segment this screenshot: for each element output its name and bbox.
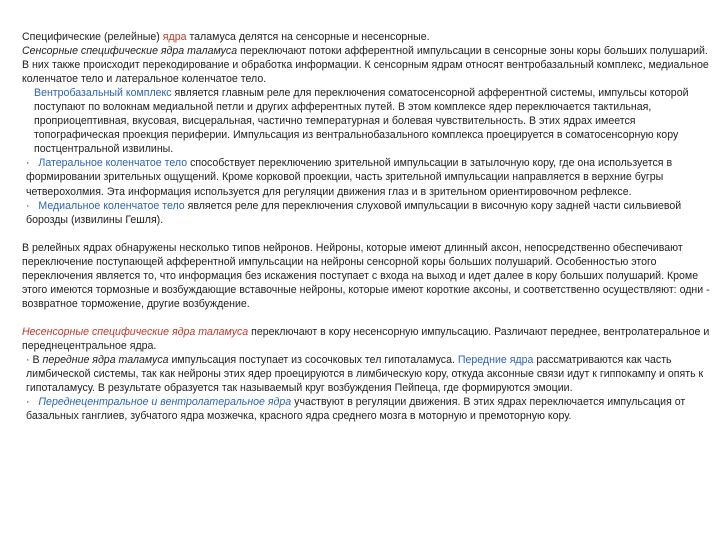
paragraph-gap: [22, 227, 712, 241]
bullet: ·: [26, 157, 30, 170]
bullet: ·: [26, 396, 30, 409]
term-nuclei: ядра: [162, 31, 190, 43]
paragraph-intro: Специфические (релейные) ядра таламуса делятся на сенсорные и несенсорные.: [22, 31, 430, 43]
paragraph-nonsensory-nuclei: Несенсорные специфические ядра таламуса переключают в кору несенсорную импульсацию. Различают переднее, вентролатеральное и переднецентральное ядра.: [22, 325, 710, 352]
bullet: ·: [26, 353, 30, 366]
bullet: ·: [26, 199, 30, 212]
paragraph-medial-geniculate: · Медиальное коленчатое тело является реле для переключения слуховой импульсации в височную кору задней части сильвиевой борозды (извилины Гешля).: [26, 199, 682, 226]
paragraph-ventrolateral: · Переднецентральное и вентролатеральное ядра участвуют в регуляции движения. В этих ядрах переключается импульсация от базальных ганглиев, зубчатого ядра мозжечка, красного ядра среднего мозга в моторную и премоторную кору.: [26, 396, 686, 423]
term-lateral-geniculate: Латеральное коленчатое тело: [38, 157, 188, 170]
paragraph-gap: [22, 311, 712, 325]
term-ventrobasal: Вентробазальный комплекс: [34, 87, 172, 100]
term-ventrolateral: Переднецентральное и вентролатеральное ядра: [38, 396, 292, 409]
document-page: [22, 30, 712, 423]
term-anterior-nuclei: передние ядра таламуса: [42, 353, 169, 366]
paragraph-anterior-nuclei: · В передние ядра таламуса импульсация поступает из сосочковых тел гипоталамуса. Передние ядра рассматриваются как часть лимбической системы, так как нейроны этих ядер проецируются в лимбическую кору, откуда аксонные связи идут к гиппокампу и опять к гипоталамусу. В результате образуется так называемый круг возбуждения Пейпеца, где формируются эмоции.: [26, 353, 704, 395]
paragraph-neuron-types: В релейных ядрах обнаружены несколько типов нейронов. Нейроны, которые имеют длинный аксон, непосредственно обеспечивают переключение поступающей афферентной импульсации на нейроны сенсорной коры больших полушарий. Особенностью этого переключения является то, что информация без искажения поступает с входа на выход и идет далее в кору больших полушарий. Кроме этого имеются тормозные и возбуждающие вставочные нейроны, которые имеют короткие аксоны, и соответственно осуществляют: одни - возвратное торможение, другие возбуждение.: [22, 241, 710, 310]
term-medial-geniculate: Медиальное коленчатое тело: [38, 199, 185, 212]
paragraph-ventrobasal: Вентробазальный комплекс является главным реле для переключения соматосенсорной афферентной системы, импульсы которой поступают по волокнам медиальной петли и других афферентных путей. В этом комплексе ядер переключается тактильная, проприоцептивная, вкусовая, висцеральная, частично температурная и болевая чувствительность. В этих ядрах имеется топографическая проекция периферии. Импульсация из вентральнобазального комплекса проецируется в соматосенсорную кору постцентральной извилины.: [34, 87, 689, 156]
term-anterior-nuclei-2: Передние ядра: [457, 353, 534, 366]
paragraph-lateral-geniculate: · Латеральное коленчатое тело способствует переключению зрительной импульсации в затылочную кору, где она используется в формировании зрительных ощущений. Кроме корковой проекции, часть зрительной импульсации направляется в верхние бугры четверохолмия. Эта информация используется для регуляции движения глаз и в зрительном ориентировочном рефлексе.: [26, 157, 673, 198]
paragraph-sensory-nuclei: Сенсорные специфические ядра таламуса переключают потоки афферентной импульсации в сенсорные зоны коры больших полушарий. В них также происходит перекодирование и обработка информации. К сенсорным ядрам относят вентробазальный комплекс, медиальное коленчатое тело и латеральное коленчатое тело.: [22, 45, 709, 86]
term-sensory-nuclei: Сенсорные специфические ядра таламуса: [22, 45, 238, 58]
term-nonsensory-nuclei: Несенсорные специфические ядра таламуса: [22, 325, 249, 338]
